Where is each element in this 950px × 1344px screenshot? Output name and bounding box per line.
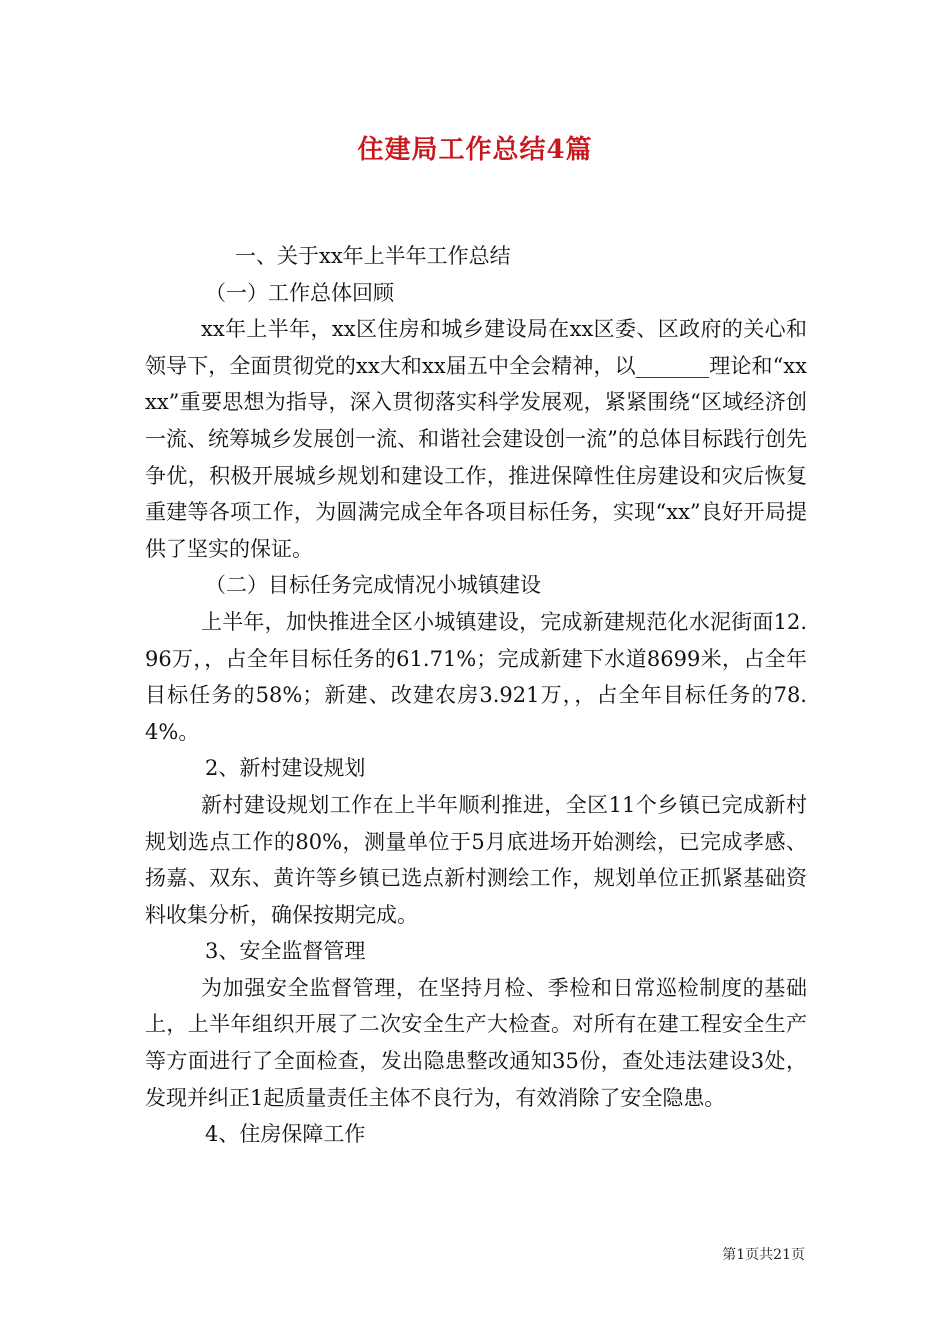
subsection-heading: （二）目标任务完成情况小城镇建设 [205, 573, 541, 598]
page-number-footer: 第1页共21页 [722, 1247, 805, 1263]
body-paragraph: xx年上半年，xx区住房和城乡建设局在xx区委、区政府的关心和领导下，全面贯彻党的xx大和xx届五中全会精神，以_______理论和“xxxx”重要思想为指导，深入贯彻落实科学发展观，紧紧围绕“区域经济创一流、统筹城乡发展创一流、和谐社会建设创一流”的总体目标践行创先争优，积极开展城乡规划和建设工作，推进保障性住房建设和灾后恢复重建等各项工作，为圆满完成全年各项目标任务，实现“xx”良好开局提供了坚实的保证。 [145, 317, 807, 561]
subsection-heading: 3、安全监督管理 [205, 939, 366, 964]
body-paragraph: 上半年，加快推进全区小城镇建设，完成新建规范化水泥街面12.96万，，占全年目标任务的61.71%；完成新建下水道8699米，占全年目标任务的58%；新建、改建农房3.921万，，占全年目标任务的78.4%。 [145, 609, 807, 744]
section-heading: 一、关于xx年上半年工作总结 [235, 244, 511, 268]
subsection-heading: 2、新村建设规划 [205, 756, 366, 781]
body-paragraph: 为加强安全监督管理，在坚持月检、季检和日常巡检制度的基础上，上半年组织开展了二次安全生产大检查。对所有在建工程安全生产等方面进行了全面检查，发出隐患整改通知35份，查处违法建设3处，发现并纠正1起质量责任主体不良行为，有效消除了安全隐患。 [145, 975, 807, 1110]
subsection-heading: （一）工作总体回顾 [205, 280, 394, 305]
document-body [145, 238, 807, 1153]
body-paragraph: 新村建设规划工作在上半年顺利推进，全区11个乡镇已完成新村规划选点工作的80%，测量单位于5月底进场开始测绘，已完成孝感、扬嘉、双东、黄许等乡镇已选点新村测绘工作，规划单位正抓紧基础资料收集分析，确保按期完成。 [145, 792, 807, 927]
document-title: 住建局工作总结4篇 [357, 135, 593, 165]
subsection-heading: 4、住房保障工作 [205, 1122, 366, 1147]
